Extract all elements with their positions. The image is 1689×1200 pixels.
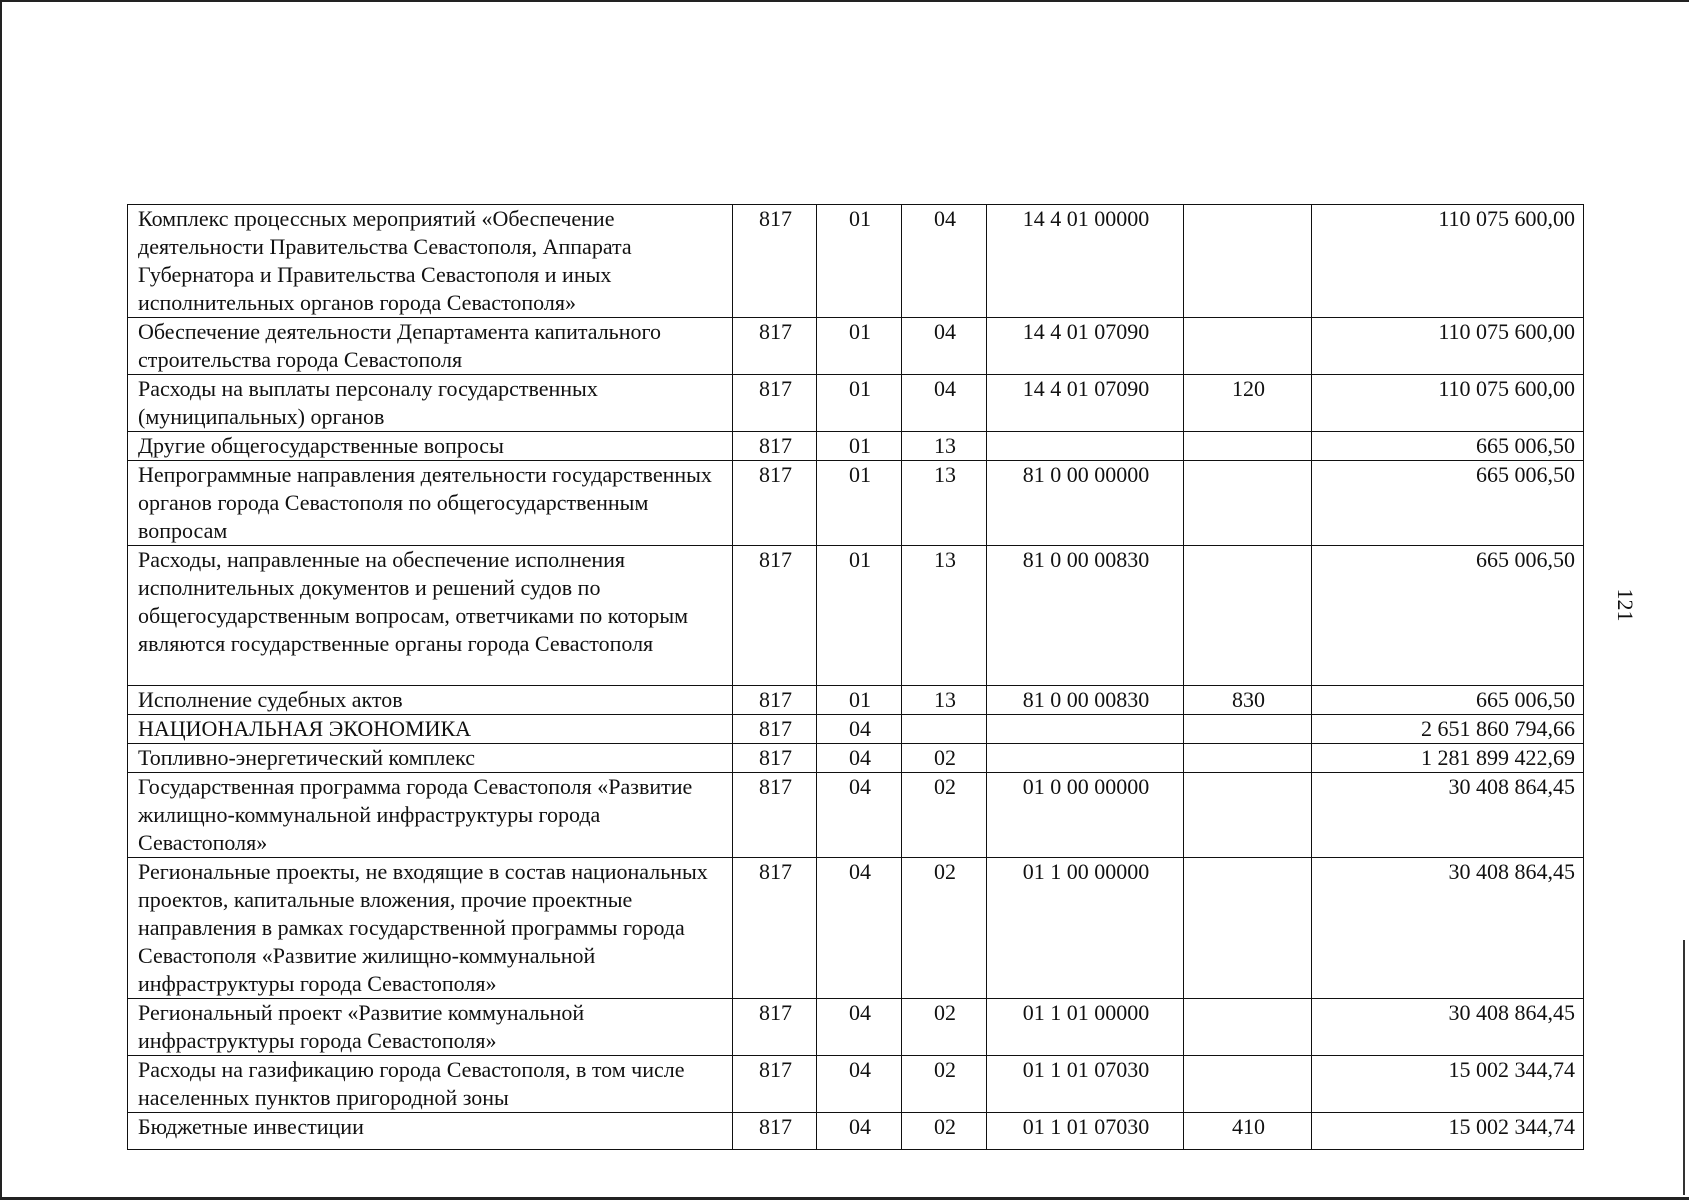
target-article-cell xyxy=(987,744,1184,773)
section-code-cell: 04 xyxy=(817,773,902,858)
amount-cell: 665 006,50 xyxy=(1312,461,1584,546)
table-row xyxy=(128,858,1584,999)
table-row xyxy=(128,205,1584,318)
budget-table-body xyxy=(128,205,1584,1150)
target-article-cell: 01 1 01 07030 xyxy=(987,1056,1184,1113)
grbs-code-cell: 817 xyxy=(733,744,817,773)
target-article-cell: 81 0 00 00000 xyxy=(987,461,1184,546)
subsection-code-cell: 13 xyxy=(902,432,987,461)
subsection-code-cell: 04 xyxy=(902,205,987,318)
expense-type-cell xyxy=(1184,205,1312,318)
table-row xyxy=(128,1056,1584,1113)
target-article-cell: 01 0 00 00000 xyxy=(987,773,1184,858)
target-article-cell: 01 1 00 00000 xyxy=(987,858,1184,999)
expense-name-cell: Расходы на выплаты персоналу государственных (муниципальных) органов xyxy=(128,375,733,432)
section-code-cell: 04 xyxy=(817,744,902,773)
subsection-code-cell: 02 xyxy=(902,858,987,999)
amount-cell: 110 075 600,00 xyxy=(1312,318,1584,375)
grbs-code-cell: 817 xyxy=(733,858,817,999)
expense-type-cell xyxy=(1184,546,1312,686)
subsection-code-cell: 02 xyxy=(902,744,987,773)
expense-type-cell xyxy=(1184,858,1312,999)
table-row xyxy=(128,461,1584,546)
table-row xyxy=(128,1113,1584,1150)
subsection-code-cell: 13 xyxy=(902,546,987,686)
section-code-cell: 04 xyxy=(817,999,902,1056)
target-article-cell: 14 4 01 07090 xyxy=(987,375,1184,432)
expense-type-cell xyxy=(1184,318,1312,375)
subsection-code-cell: 04 xyxy=(902,375,987,432)
expense-name-cell: Расходы, направленные на обеспечение исполнения исполнительных документов и решений судов по общегосударственным вопросам, ответчиками по которым являются государственные органы города Севастополя xyxy=(128,546,733,686)
target-article-cell: 81 0 00 00830 xyxy=(987,546,1184,686)
amount-cell: 15 002 344,74 xyxy=(1312,1113,1584,1150)
expense-name-cell: Бюджетные инвестиции xyxy=(128,1113,733,1150)
section-code-cell: 04 xyxy=(817,858,902,999)
target-article-cell: 14 4 01 07090 xyxy=(987,318,1184,375)
grbs-code-cell: 817 xyxy=(733,461,817,546)
expense-name-cell: Государственная программа города Севастополя «Развитие жилищно-коммунальной инфраструктуры города Севастополя» xyxy=(128,773,733,858)
expense-name-cell: Обеспечение деятельности Департамента капитального строительства города Севастополя xyxy=(128,318,733,375)
expense-type-cell xyxy=(1184,744,1312,773)
table-row xyxy=(128,744,1584,773)
amount-cell: 665 006,50 xyxy=(1312,546,1584,686)
subsection-code-cell: 02 xyxy=(902,999,987,1056)
target-article-cell: 01 1 01 00000 xyxy=(987,999,1184,1056)
subsection-code-cell: 13 xyxy=(902,686,987,715)
section-code-cell: 01 xyxy=(817,205,902,318)
expense-type-cell: 120 xyxy=(1184,375,1312,432)
table-row xyxy=(128,375,1584,432)
grbs-code-cell: 817 xyxy=(733,686,817,715)
subsection-code-cell: 02 xyxy=(902,1113,987,1150)
section-code-cell: 04 xyxy=(817,1056,902,1113)
expense-type-cell xyxy=(1184,432,1312,461)
expense-type-cell xyxy=(1184,461,1312,546)
expense-name-cell: Непрограммные направления деятельности государственных органов города Севастополя по общегосударственным вопросам xyxy=(128,461,733,546)
section-code-cell: 04 xyxy=(817,715,902,744)
expense-type-cell: 830 xyxy=(1184,686,1312,715)
table-row xyxy=(128,686,1584,715)
subsection-code-cell: 04 xyxy=(902,318,987,375)
target-article-cell: 01 1 01 07030 xyxy=(987,1113,1184,1150)
table-row xyxy=(128,546,1584,686)
target-article-cell: 14 4 01 00000 xyxy=(987,205,1184,318)
grbs-code-cell: 817 xyxy=(733,375,817,432)
grbs-code-cell: 817 xyxy=(733,546,817,686)
section-code-cell: 01 xyxy=(817,546,902,686)
amount-cell: 1 281 899 422,69 xyxy=(1312,744,1584,773)
target-article-cell xyxy=(987,432,1184,461)
section-code-cell: 01 xyxy=(817,318,902,375)
amount-cell: 30 408 864,45 xyxy=(1312,858,1584,999)
expense-name-cell: Комплекс процессных мероприятий «Обеспечение деятельности Правительства Севастополя, Аппарата Губернатора и Правительства Севастополя и иных исполнительных органов города Севастополя» xyxy=(128,205,733,318)
table-row xyxy=(128,318,1584,375)
expense-type-cell xyxy=(1184,715,1312,744)
grbs-code-cell: 817 xyxy=(733,432,817,461)
grbs-code-cell: 817 xyxy=(733,715,817,744)
expense-type-cell xyxy=(1184,773,1312,858)
expense-name-cell: Расходы на газификацию города Севастополя, в том числе населенных пунктов пригородной зоны xyxy=(128,1056,733,1113)
amount-cell: 110 075 600,00 xyxy=(1312,375,1584,432)
subsection-code-cell: 02 xyxy=(902,1056,987,1113)
grbs-code-cell: 817 xyxy=(733,1056,817,1113)
expense-name-cell: Другие общегосударственные вопросы xyxy=(128,432,733,461)
subsection-code-cell: 02 xyxy=(902,773,987,858)
section-code-cell: 04 xyxy=(817,1113,902,1150)
expense-type-cell xyxy=(1184,999,1312,1056)
expense-name-cell: Региональные проекты, не входящие в состав национальных проектов, капитальные вложения, прочие проектные направления в рамках государственной программы города Севастополя «Развитие жилищно-коммунальной инфраструктуры города Севастополя» xyxy=(128,858,733,999)
grbs-code-cell: 817 xyxy=(733,999,817,1056)
grbs-code-cell: 817 xyxy=(733,1113,817,1150)
expense-type-cell xyxy=(1184,1056,1312,1113)
expense-name-cell: Топливно-энергетический комплекс xyxy=(128,744,733,773)
target-article-cell: 81 0 00 00830 xyxy=(987,686,1184,715)
amount-cell: 665 006,50 xyxy=(1312,686,1584,715)
amount-cell: 30 408 864,45 xyxy=(1312,999,1584,1056)
section-code-cell: 01 xyxy=(817,432,902,461)
expense-name-cell: Региональный проект «Развитие коммунальной инфраструктуры города Севастополя» xyxy=(128,999,733,1056)
table-row xyxy=(128,999,1584,1056)
section-code-cell: 01 xyxy=(817,461,902,546)
amount-cell: 30 408 864,45 xyxy=(1312,773,1584,858)
budget-table xyxy=(127,204,1584,1150)
expense-name-cell: Исполнение судебных актов xyxy=(128,686,733,715)
grbs-code-cell: 817 xyxy=(733,773,817,858)
amount-cell: 110 075 600,00 xyxy=(1312,205,1584,318)
section-code-cell: 01 xyxy=(817,375,902,432)
grbs-code-cell: 817 xyxy=(733,205,817,318)
amount-cell: 2 651 860 794,66 xyxy=(1312,715,1584,744)
expense-name-cell: НАЦИОНАЛЬНАЯ ЭКОНОМИКА xyxy=(128,715,733,744)
section-code-cell: 01 xyxy=(817,686,902,715)
table-row xyxy=(128,773,1584,858)
grbs-code-cell: 817 xyxy=(733,318,817,375)
page-number: 121 xyxy=(1613,588,1638,622)
subsection-code-cell: 13 xyxy=(902,461,987,546)
target-article-cell xyxy=(987,715,1184,744)
table-row xyxy=(128,432,1584,461)
amount-cell: 665 006,50 xyxy=(1312,432,1584,461)
expense-type-cell: 410 xyxy=(1184,1113,1312,1150)
amount-cell: 15 002 344,74 xyxy=(1312,1056,1584,1113)
subsection-code-cell xyxy=(902,715,987,744)
scan-edge-mark xyxy=(1683,940,1685,1195)
table-row xyxy=(128,715,1584,744)
